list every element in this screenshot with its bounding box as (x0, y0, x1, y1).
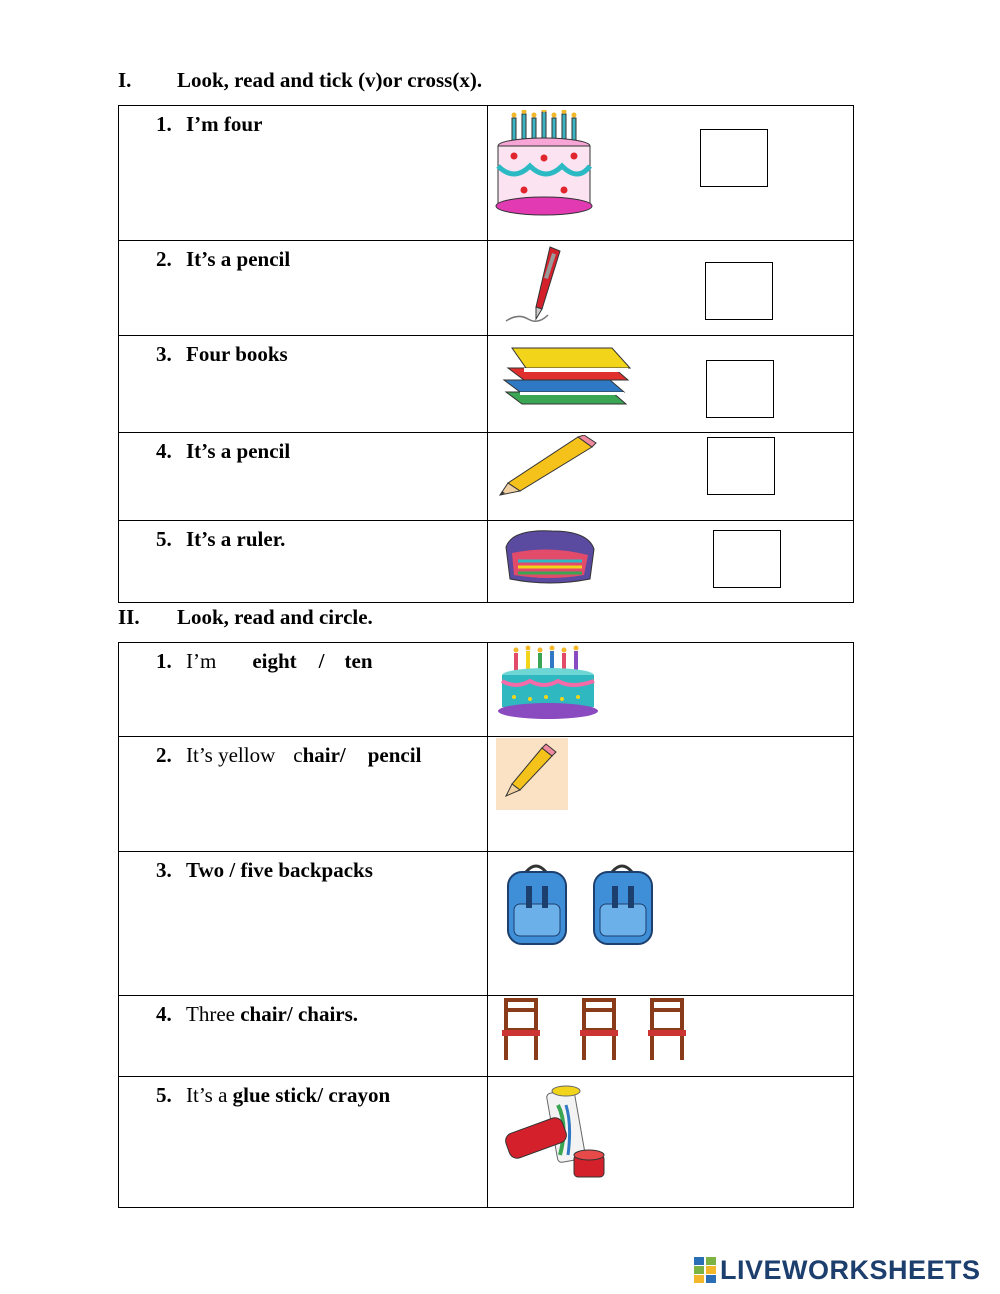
tick-box-3[interactable] (706, 360, 774, 418)
table-row: 5. It’s a glue stick/ crayon (119, 1077, 854, 1208)
three-chairs-icon (498, 998, 694, 1062)
option-chair[interactable]: hair/ (302, 743, 346, 767)
question-text: Two / five backpacks (186, 858, 373, 882)
option-eight[interactable]: eight (252, 649, 297, 673)
two-backpacks-icon (502, 860, 672, 950)
pencil-card-icon (496, 738, 568, 810)
question-text: It’s a ruler. (186, 527, 286, 551)
option-chair-chairs[interactable]: chair/ chairs. (240, 1002, 359, 1026)
tick-box-5[interactable] (713, 530, 781, 588)
table-row: 3. Two / five backpacks (119, 852, 854, 996)
tick-box-2[interactable] (705, 262, 773, 320)
tick-box-1[interactable] (700, 129, 768, 187)
pencil-case-icon (502, 527, 598, 589)
table-row: 4. It’s a pencil (119, 433, 854, 521)
teal-cake-icon (496, 645, 600, 721)
question-text: I’m four (186, 112, 263, 136)
table-row: 1. I’m eight / ten (119, 643, 854, 737)
table-row: 5. It’s a ruler. (119, 521, 854, 603)
option-ten[interactable]: ten (344, 649, 373, 673)
liveworksheets-logo (694, 1253, 981, 1287)
tick-box-4[interactable] (707, 437, 775, 495)
section-2-title (118, 605, 373, 630)
glue-stick-icon (502, 1085, 612, 1181)
tick-cross-table (118, 105, 854, 603)
section-2-heading: Look, read and circle. (177, 605, 373, 629)
circle-table (118, 642, 854, 1208)
question-text: It’s a pencil (186, 247, 291, 271)
option-glue-crayon[interactable]: glue stick/ crayon (232, 1083, 391, 1107)
red-pen-icon (498, 243, 578, 327)
question-text: It’s a pencil (186, 439, 291, 463)
liveworksheets-wordmark: LIVEWORKSHEETS (720, 1254, 981, 1285)
table-row: 4. Three chair/ chairs. (119, 996, 854, 1077)
yellow-pencil-icon (498, 435, 598, 497)
section-1-heading: Look, read and tick (v)or cross(x). (177, 68, 483, 92)
section-1-number: I. (118, 68, 132, 92)
section-1-title (118, 68, 482, 93)
table-row: 3. Four books (119, 336, 854, 433)
table-row: 2. It’s yellow chair/ pencil (119, 737, 854, 852)
liveworksheets-logo-icon (694, 1257, 716, 1283)
question-text: Four books (186, 342, 288, 366)
option-pencil[interactable]: pencil (367, 743, 422, 767)
table-row: 2. It’s a pencil (119, 241, 854, 336)
stack-of-books-icon (502, 342, 632, 414)
birthday-cake-icon (494, 110, 594, 218)
section-2-number: II. (118, 605, 140, 629)
table-row: 1. I’m four (119, 106, 854, 241)
